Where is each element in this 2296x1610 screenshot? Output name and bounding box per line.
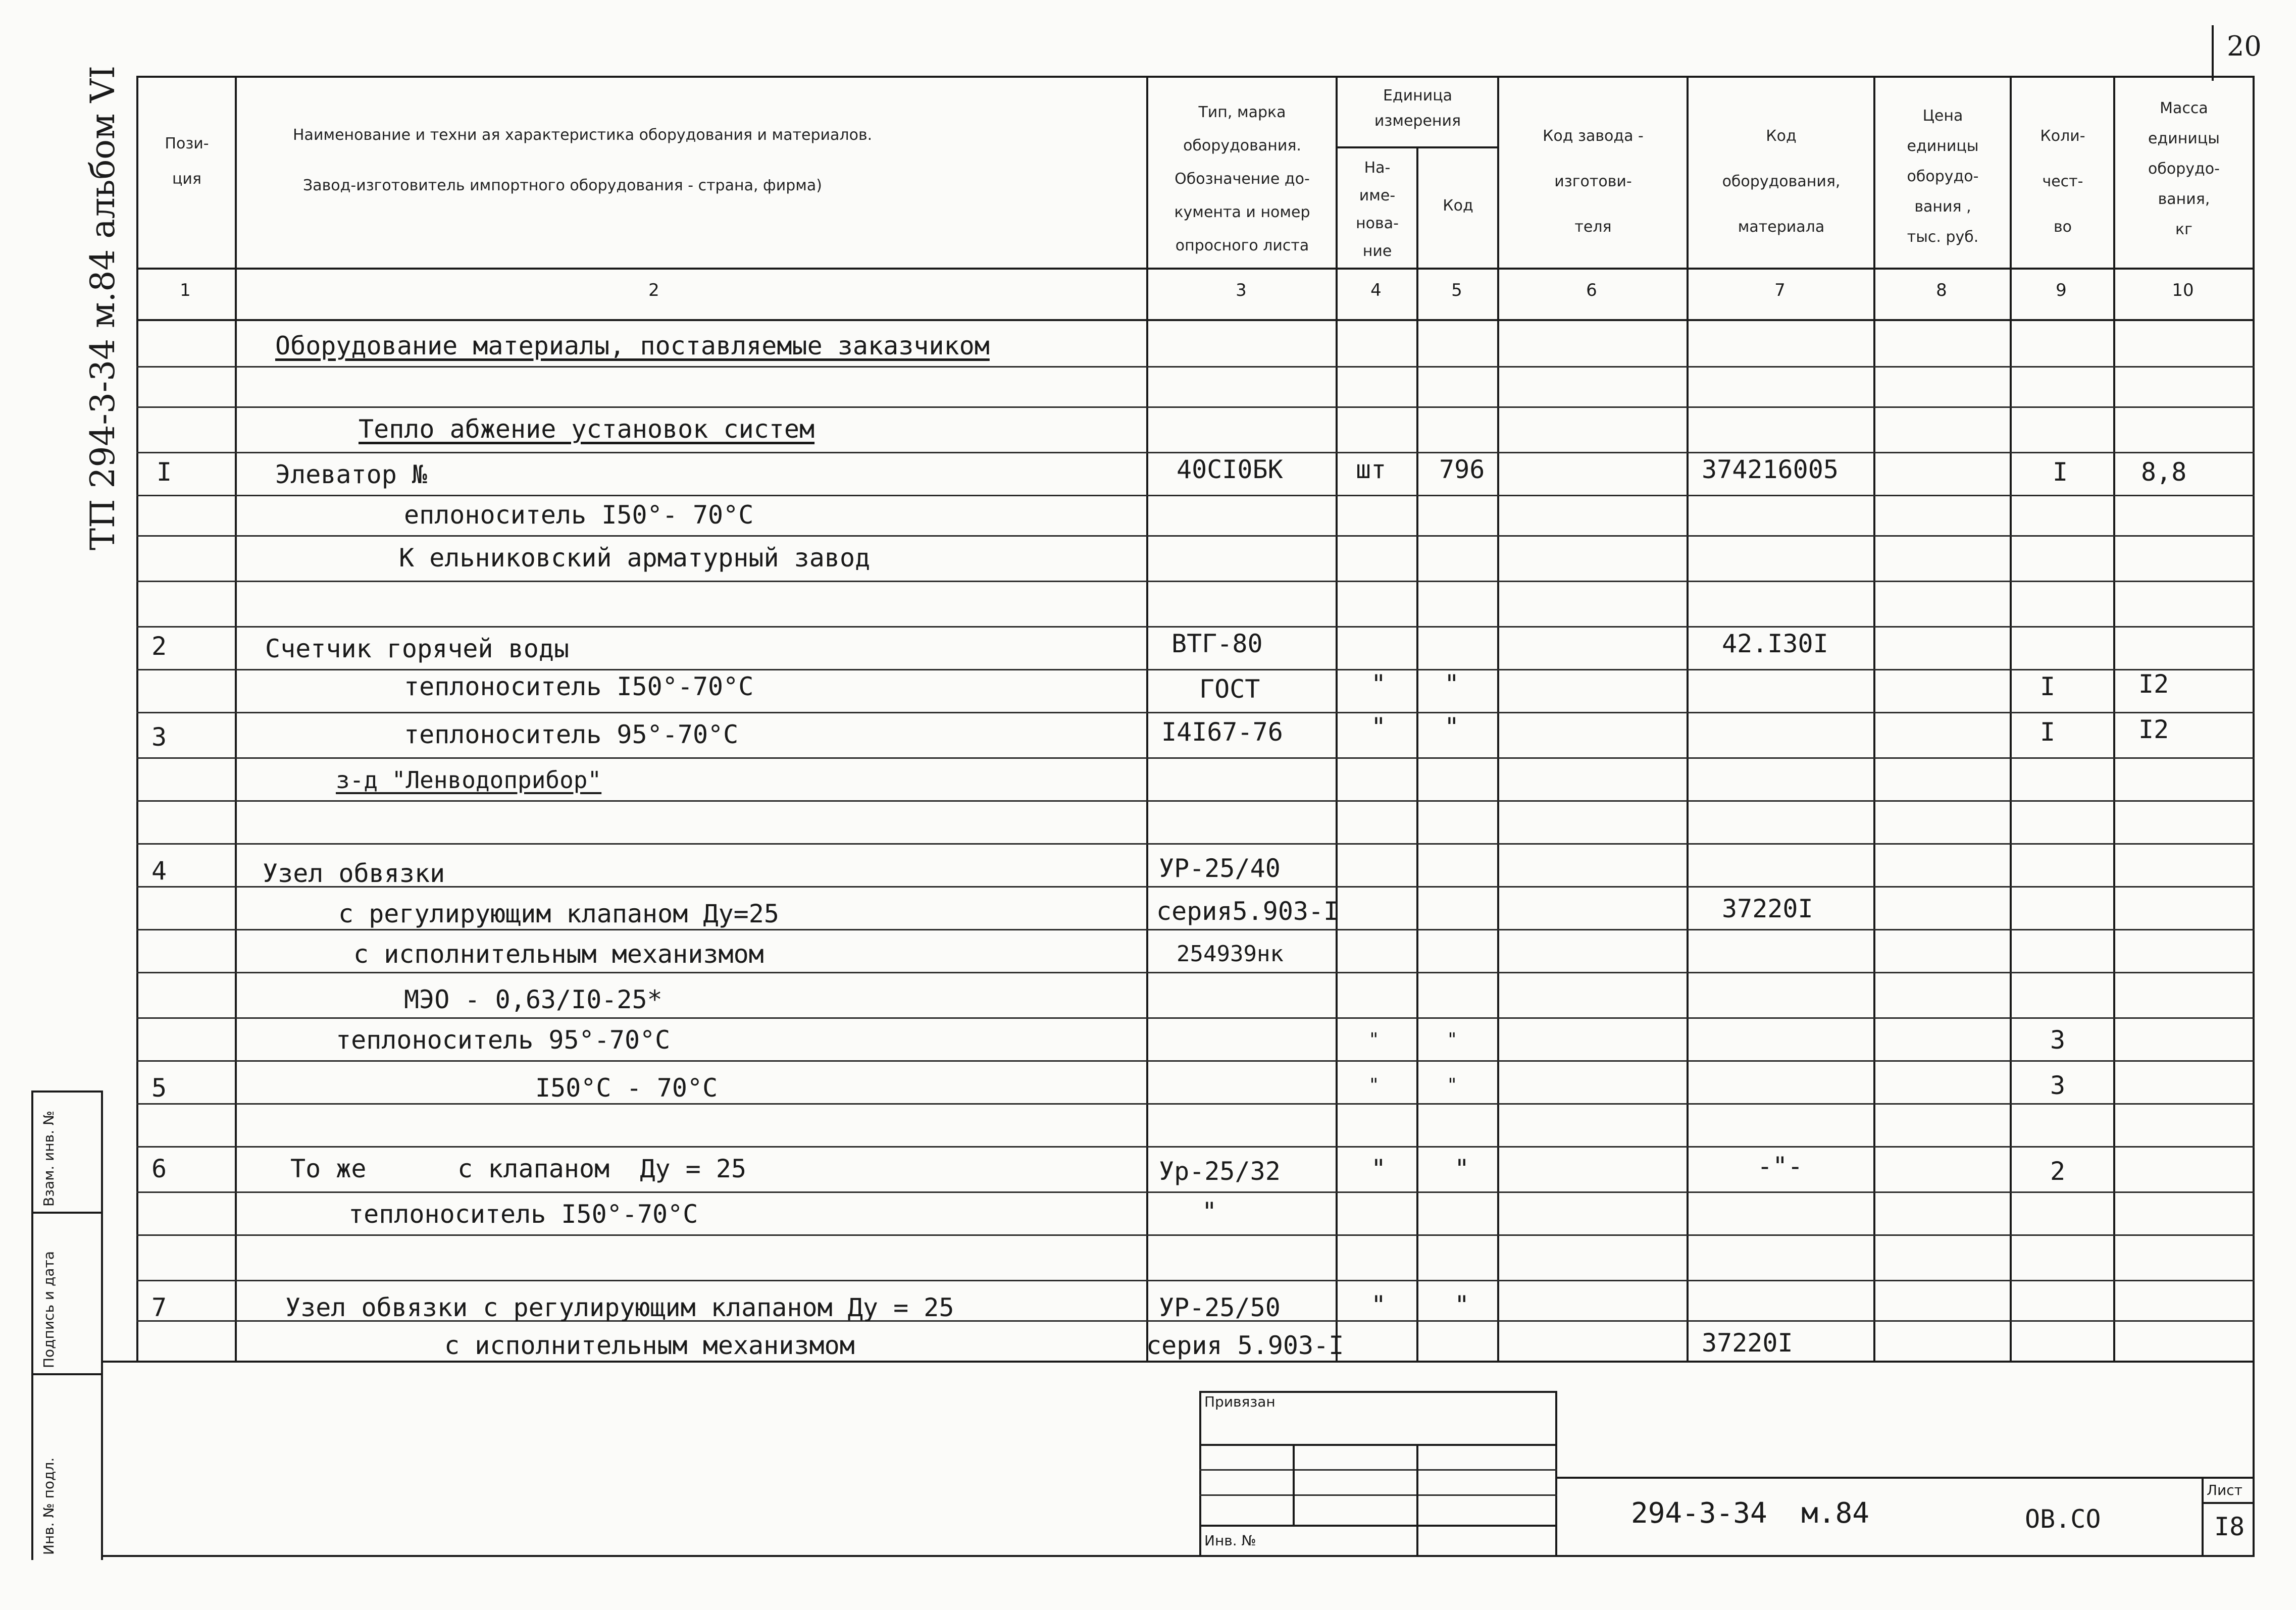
stamp-line — [1199, 1444, 1557, 1446]
row-type: УР-25/50 — [1159, 1293, 1281, 1322]
row-material-code: 37220I — [1722, 894, 1813, 923]
row-position: 2 — [151, 632, 167, 661]
row-material-code: 374216005 — [1702, 455, 1839, 484]
row-name: Счетчик горячей воды — [265, 634, 570, 663]
row-type: ГОСТ — [1199, 674, 1260, 704]
document-code: 294-3-34 м.84 — [1631, 1497, 1870, 1530]
stamp-line — [1199, 1391, 1201, 1555]
table-right-border — [2253, 76, 2255, 1555]
row-line — [136, 1191, 2255, 1193]
col-number: 7 — [1774, 280, 1785, 300]
row-line — [136, 800, 2255, 802]
row-line — [136, 1280, 2255, 1281]
header-name-line2: Завод-изготовитель импортного оборудования - страна, фирма) — [303, 177, 822, 194]
col-number: 8 — [1936, 280, 1947, 300]
row-type: 254939нк — [1177, 941, 1284, 967]
row-line — [136, 452, 2255, 453]
row-line — [136, 406, 2255, 408]
stamp-privyazan: Привязан — [1204, 1393, 1275, 1410]
row-name: с исполнительным механизмом — [353, 940, 764, 969]
row-line — [136, 626, 2255, 628]
row-line — [136, 535, 2255, 537]
row-line — [136, 581, 2255, 582]
row-name: теплоноситель I50°-70°С — [348, 1200, 698, 1229]
section-subheading: Тепло абжение установок систем — [359, 414, 815, 444]
row-line — [136, 1103, 2255, 1105]
row-unit: " — [1368, 1075, 1380, 1096]
col-number: 3 — [1236, 280, 1247, 300]
col-line-9 — [2113, 76, 2115, 1361]
sheet-number: I8 — [2214, 1512, 2245, 1541]
header-unit-name: На- име- нова- ние — [1356, 159, 1399, 260]
stamp-inv-label: Инв. № подл. — [40, 1457, 57, 1555]
row-type: I4I67-76 — [1161, 717, 1283, 747]
row-type: серия5.903-I — [1156, 897, 1339, 926]
col-number: 2 — [648, 280, 659, 300]
row-unit-code: 796 — [1439, 455, 1485, 484]
row-name: Узел обвязки с регулирующим клапаном Ду = 25 — [285, 1293, 954, 1322]
row-unit-code: " — [1447, 1029, 1458, 1050]
header-bottom-line — [136, 268, 2255, 270]
row-unit: " — [1371, 669, 1387, 699]
row-name: з-д "Ленводоприбор" — [336, 766, 602, 794]
table-bottom-line — [101, 1361, 2255, 1363]
row-line — [136, 1017, 2255, 1019]
row-type: 40СI0БК — [1177, 455, 1283, 484]
row-name: теплоноситель 95°-70°С — [336, 1025, 671, 1055]
row-name: Элеватор № — [275, 460, 428, 489]
row-unit-code: " — [1454, 1154, 1470, 1183]
row-name: с исполнительным механизмом — [444, 1331, 855, 1360]
header-name-line1: Наименование и техни ая характеристика оборудования и материалов. — [293, 126, 873, 144]
stamp-strip-line — [31, 1373, 103, 1375]
header-material-code: Код оборудования, материала — [1722, 127, 1841, 236]
row-type: " — [1202, 1197, 1217, 1226]
col-line-1 — [235, 76, 237, 1361]
header-type: Тип, марка оборудования. Обозначение до- кумента и номер опросного листа — [1174, 103, 1310, 254]
row-quantity: I — [2040, 672, 2056, 701]
stamp-line — [1555, 1391, 1557, 1555]
unit-subheader-line — [1336, 146, 1499, 148]
row-line — [136, 1146, 2255, 1148]
row-line — [136, 843, 2255, 845]
stamp-line — [2202, 1477, 2204, 1555]
col-line-5 — [1497, 76, 1499, 1361]
col-line-6 — [1687, 76, 1689, 1361]
stamp-strip-line — [31, 1090, 103, 1093]
stamp-strip-line — [31, 1212, 103, 1214]
stamp-line — [1416, 1444, 1418, 1555]
col-line-2 — [1146, 76, 1148, 1361]
album-side-title: ТП 294-3-34 м.84 альбом VI — [83, 65, 122, 550]
row-mass: 8,8 — [2141, 457, 2187, 487]
col-number: 5 — [1451, 280, 1462, 300]
row-line — [136, 929, 2255, 930]
stamp-line — [1293, 1444, 1295, 1525]
row-type: УР-25/40 — [1159, 854, 1281, 883]
row-line — [136, 1060, 2255, 1062]
row-name: теплоноситель 95°-70°С — [404, 720, 739, 749]
row-position: 7 — [151, 1293, 167, 1322]
row-name: МЭО - 0,63/I0-25* — [404, 985, 662, 1014]
row-unit: " — [1368, 1029, 1380, 1050]
header-quantity: Коли- чест- во — [2040, 127, 2085, 236]
stamp-strip-line — [31, 1090, 33, 1560]
row-unit: " — [1371, 1290, 1387, 1320]
row-material-code: 42.I30I — [1722, 629, 1828, 658]
header-maker-code: Код завода - изготови- теля — [1543, 127, 1644, 236]
stamp-line — [1199, 1469, 1557, 1471]
row-quantity: I — [2040, 717, 2056, 747]
row-line — [136, 366, 2255, 368]
row-material-code: 37220I — [1702, 1328, 1793, 1358]
row-quantity: 3 — [2050, 1025, 2066, 1055]
row-quantity: 2 — [2050, 1157, 2066, 1186]
row-type: ВТГ-80 — [1171, 629, 1263, 658]
row-unit-code: " — [1444, 669, 1460, 699]
row-line — [136, 712, 2255, 713]
row-line — [136, 757, 2255, 759]
row-type: Ур-25/32 — [1159, 1157, 1281, 1186]
row-unit-code: " — [1444, 712, 1460, 742]
row-unit: " — [1371, 1154, 1387, 1183]
col-number: 10 — [2172, 280, 2194, 300]
header-mass: Масса единицы оборудо- вания, кг — [2148, 99, 2220, 238]
row-material-code: -"- — [1757, 1152, 1803, 1181]
row-name: То же с клапаном Ду = 25 — [290, 1154, 747, 1183]
row-unit-code: " — [1454, 1290, 1470, 1320]
col-number: 9 — [2056, 280, 2067, 300]
col-number: 4 — [1370, 280, 1382, 300]
row-name: еплоноситель I50°- 70°С — [404, 500, 754, 530]
header-unit: Единица измерения — [1374, 87, 1461, 130]
stamp-line — [2202, 1502, 2255, 1504]
row-quantity: 3 — [2050, 1071, 2066, 1100]
row-unit-code: " — [1447, 1075, 1458, 1096]
col-number: 6 — [1586, 280, 1597, 300]
table-left-border — [136, 76, 138, 1361]
row-line — [136, 972, 2255, 973]
col-line-3 — [1336, 76, 1338, 1361]
row-quantity: I — [2053, 457, 2068, 487]
col-line-4 — [1416, 146, 1418, 1361]
stamp-line — [1199, 1391, 1557, 1393]
stamp-inv-number: Инв. № — [1204, 1532, 1256, 1549]
sheet-bottom-line — [101, 1555, 2255, 1557]
header-position: Пози- ция — [165, 135, 209, 188]
stamp-sign-label: Подпись и дата — [40, 1251, 57, 1368]
stamp-strip-line — [101, 1090, 103, 1560]
row-position: 3 — [151, 722, 167, 752]
row-name: теплоноситель I50°-70°С — [404, 672, 754, 701]
header-price: Цена единицы оборудо- вания , тыс. руб. — [1907, 107, 1979, 246]
row-line — [136, 886, 2255, 888]
page-number-box-line — [2212, 25, 2214, 81]
stamp-line — [1199, 1494, 1557, 1496]
sheet-label: Лист — [2207, 1482, 2242, 1498]
row-unit: шт — [1356, 455, 1387, 484]
stamp-line — [1199, 1525, 1557, 1527]
row-name: К ельниковский арматурный завод — [399, 543, 871, 573]
table-top-border — [136, 76, 2255, 78]
stamp-line — [1555, 1477, 2255, 1479]
row-name: Узел обвязки — [263, 859, 445, 888]
row-position: I — [157, 457, 172, 487]
row-type: серия 5.903-I — [1146, 1331, 1344, 1360]
row-unit: " — [1371, 712, 1387, 742]
page-number: 20 — [2227, 30, 2262, 62]
row-line — [136, 1234, 2255, 1236]
row-position: 4 — [151, 856, 167, 886]
row-mass: I2 — [2138, 669, 2169, 699]
col-line-7 — [1873, 76, 1875, 1361]
row-line — [136, 495, 2255, 496]
col-number: 1 — [180, 280, 191, 300]
col-line-8 — [2010, 76, 2012, 1361]
row-position: 5 — [151, 1073, 167, 1103]
row-mass: I2 — [2138, 715, 2169, 744]
section-heading: Оборудование материалы, поставляемые заказчиком — [275, 331, 990, 360]
header-unit-code: Код — [1443, 197, 1473, 215]
document-section: ОВ.СО — [2025, 1504, 2101, 1534]
stamp-replace-label: Взам. инв. № — [40, 1110, 57, 1207]
colnum-bottom-line — [136, 319, 2255, 321]
row-line — [136, 669, 2255, 670]
row-position: 6 — [151, 1154, 167, 1183]
row-name: I50°С - 70°С — [535, 1073, 718, 1103]
row-name: с регулирующим клапаном Ду=25 — [338, 899, 779, 928]
